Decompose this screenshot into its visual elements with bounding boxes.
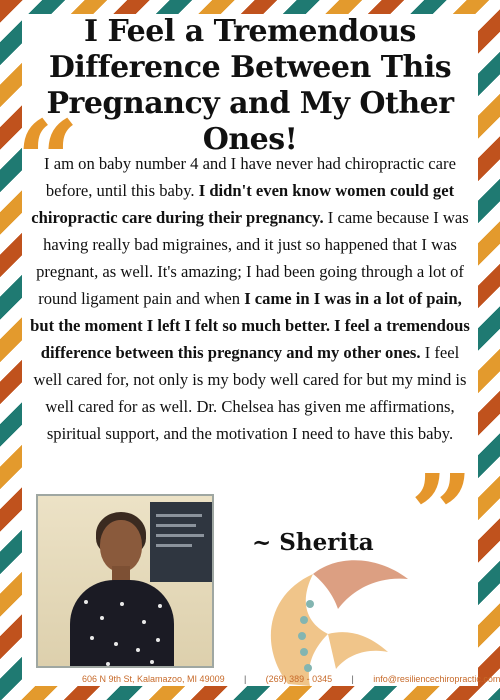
footer-address: 606 N 9th St, Kalamazoo, MI 49009 — [82, 674, 225, 684]
testimonial-text — [28, 150, 472, 447]
face — [100, 520, 142, 572]
patient-signature: ~ Sherita — [252, 529, 374, 556]
footer-separator: | — [243, 674, 247, 684]
phoenix-logo-icon — [218, 534, 418, 694]
footer-email: info@resiliencechiropractic.com — [373, 674, 500, 684]
contact-footer — [82, 671, 500, 687]
testimonial-segment: I am on baby number 4 and I have never had chiropractic care before, until this baby. — [44, 154, 456, 200]
open-quote-icon: “ — [16, 96, 66, 225]
testimonial-segment: I feel well cared for, not only is my body well cared for but my mind is well cared for as well. Dr. Chelsea has given me affirmations, spiritual support, and the motivation I need to have this baby. — [33, 343, 467, 443]
testimonial-emphasis: I came in I was in a lot of pain, but the moment I left I felt so much better. I feel a tremendous difference between this pregnancy and my other ones. — [30, 289, 470, 362]
footer-phone: (269) 389 - 0345 — [265, 674, 333, 684]
headline: I Feel a Tremendous Difference Between This Pregnancy and My Other Ones! — [46, 14, 454, 157]
close-quote-icon: ” — [410, 450, 460, 579]
patterned-shirt — [70, 580, 174, 668]
testimonial-emphasis: I didn't even know women could get chiropractic care during their pregnancy. — [31, 181, 455, 227]
patient-photo — [36, 494, 214, 668]
footer-separator: | — [351, 674, 354, 684]
content-panel — [16, 14, 500, 686]
testimonial-segment: I came because I was having really bad migraines, and it just so happened that I was pregnant, as well. It's amazing; I had been going through a lot of round ligament pain and when — [36, 208, 469, 308]
wall-sign — [150, 502, 212, 582]
